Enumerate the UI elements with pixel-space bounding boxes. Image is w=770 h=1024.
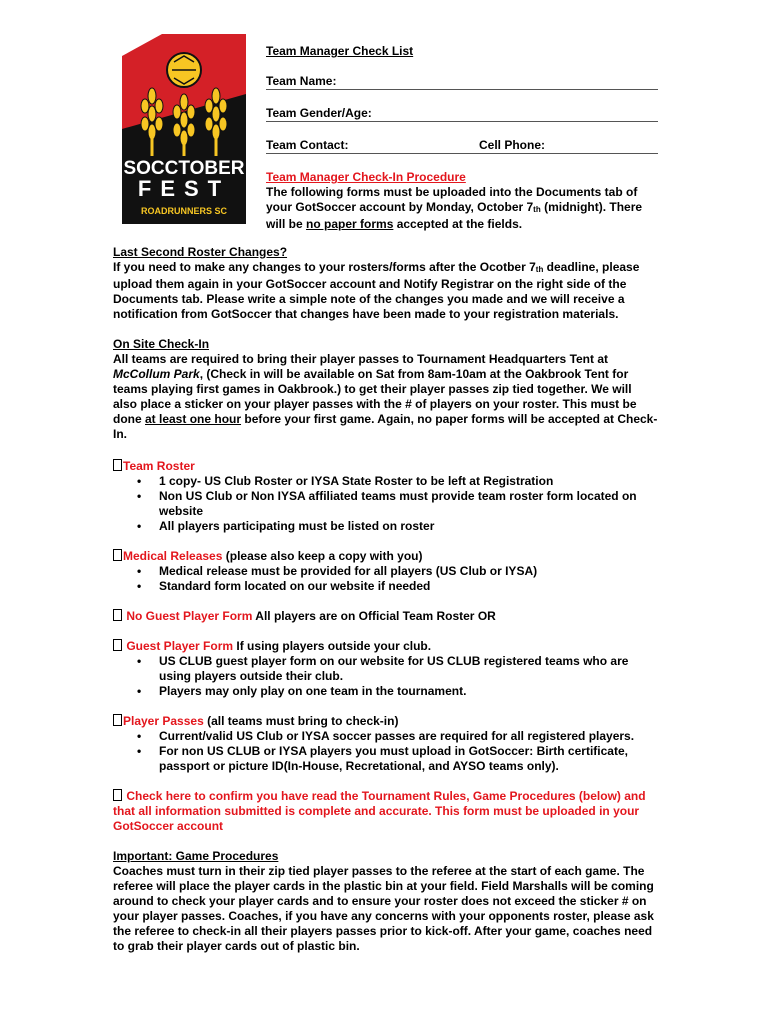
no-guest-heading: No Guest Player Form [126, 609, 253, 623]
list-item: • Standard form located on our website if needed [159, 579, 658, 594]
procedures-text: Coaches must turn in their zip tied player passes to the referee at the start of each game. The referee will place the player cards in the plastic bin at your field. Field Marshalls will be coming around to check your player cards and to ensure your roster does not exceed the sticker # on your player passes. Coaches, if you have any concerns with your opponents roster, please ask the referee to check-in all their players passes prior to kick-off. After your game, coaches need to grab their player cards out of plastic bin. [113, 864, 654, 953]
list-item: • All players participating must be listed on roster [159, 519, 658, 534]
no-guest-section: No Guest Player Form All players are on Official Team Roster OR [113, 609, 658, 624]
passes-list [113, 729, 658, 774]
checklist-title: Team Manager Check List [266, 44, 414, 58]
medical-section: Medical Releases (please also keep a copy with you) [113, 549, 658, 564]
procedure-text: The following forms must be uploaded into the Documents tab of your GotSoccer account by Monday, October $7_{th}$ (midnight). There will be no paper forms accepted at the fields. [266, 185, 643, 231]
confirm-text: Check here to confirm you have read the Tournament Rules, Game Procedures (below) and that all information submitted is complete and accurate. This form must be uploaded in your GotSoccer account [113, 789, 646, 833]
guest-section: Guest Player Form If using players outside your club. [113, 639, 658, 654]
socctober-fest-logo [122, 34, 246, 224]
medical-list [113, 564, 658, 594]
team-contact-label: Team Contact: [266, 138, 349, 152]
checkin-heading: On Site Check-In [113, 337, 210, 351]
confirm-section [113, 789, 658, 834]
roster-changes-heading: Last Second Roster Changes? [113, 245, 288, 259]
medical-heading: Medical Releases [123, 549, 223, 563]
medical-checkbox[interactable] [113, 549, 122, 561]
team-roster-checkbox[interactable] [113, 459, 122, 471]
team-name-label: Team Name: [266, 74, 337, 88]
main-content [113, 245, 658, 954]
list-item: • Players may only play on one team in the tournament. [159, 684, 658, 699]
logo-line1: SOCCTOBER [123, 158, 245, 179]
team-roster-heading: Team Roster [123, 459, 195, 473]
list-item: • For non US CLUB or IYSA players you must upload in GotSoccer: Birth certificate, passport or picture ID(In-House, Recretational, and AYSO teams only). [159, 744, 658, 774]
roster-changes-text: If you need to make any changes to your rosters/forms after the Ocotber $7_{th}$ deadline, please upload them again in your GotSoccer account and Notify Registrar on the right side of the Documents tab. Please write a simple note of the changes you made and we will receive a notification from GotSoccer that changes have been made to your registration materials. [113, 260, 640, 321]
team-gender-age-label: Team Gender/Age: [266, 106, 372, 120]
list-item: • 1 copy- US Club Roster or IYSA State Roster to be left at Registration [159, 474, 658, 489]
team-gender-age-field[interactable] [266, 121, 658, 122]
team-roster-list [113, 474, 658, 534]
guest-heading: Guest Player Form [126, 639, 234, 653]
team-roster-section [113, 459, 658, 474]
passes-checkbox[interactable] [113, 714, 122, 726]
list-item: • Current/valid US Club or IYSA soccer passes are required for all registered players. [159, 729, 658, 744]
team-name-field[interactable] [266, 89, 658, 90]
procedure-title: Team Manager Check-In Procedure [266, 170, 466, 184]
guest-checkbox[interactable] [113, 639, 122, 651]
list-item: • US CLUB guest player form on our website for US CLUB registered teams who are using players outside their club. [159, 654, 658, 684]
logo-line2: FEST [137, 176, 231, 201]
list-item: • Medical release must be provided for all players (US Club or IYSA) [159, 564, 658, 579]
team-contact-field[interactable] [266, 153, 658, 154]
logo-line3: ROADRUNNERS SC [140, 206, 228, 216]
cell-phone-label: Cell Phone: [479, 138, 546, 152]
confirm-checkbox[interactable] [113, 789, 122, 801]
passes-heading: Player Passes [123, 714, 204, 728]
list-item: • Non US Club or Non IYSA affiliated teams must provide team roster form located on website [159, 489, 658, 519]
checkin-text: All teams are required to bring their player passes to Tournament Headquarters Tent at McCollum Park, (Check in will be available on Sat from 8am-10am at the Oakbrook Tent for teams playing first games in Oakbrook.) to get their player passes zip tied together. We will also place a sticker on your player passes with the # of players on your roster. This must be done at least one hour before your first game. Again, no paper forms will be accepted at Check-In. [113, 352, 658, 441]
procedures-heading: Important: Game Procedures [113, 849, 279, 863]
no-paper-forms: no paper forms [306, 217, 394, 231]
guest-list [113, 654, 658, 699]
passes-section: Player Passes (all teams must bring to check-in) [113, 714, 658, 729]
no-guest-checkbox[interactable] [113, 609, 122, 621]
